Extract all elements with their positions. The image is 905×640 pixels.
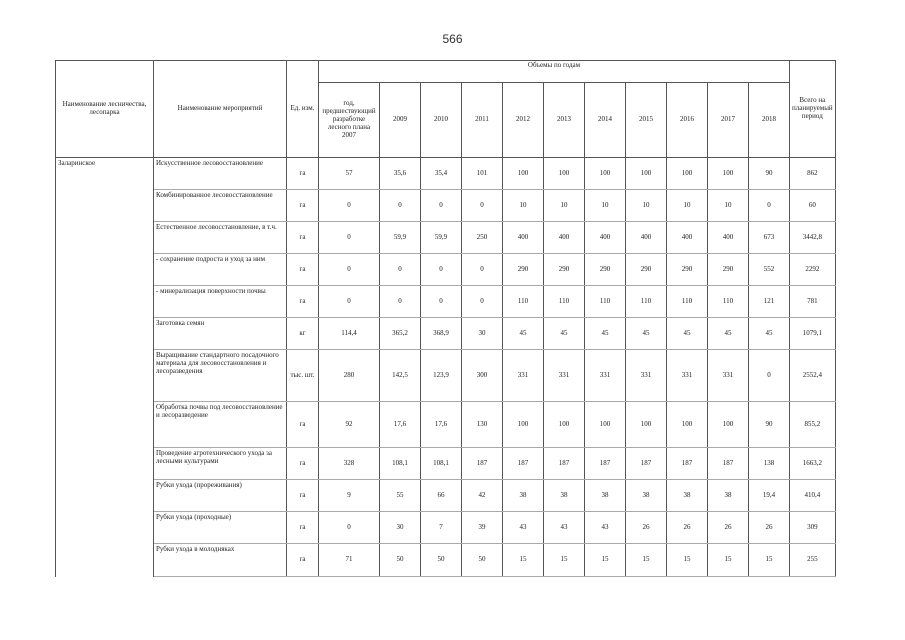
value-cell: 110 <box>626 286 667 318</box>
value-cell: 45 <box>544 318 585 350</box>
value-cell: 110 <box>708 286 749 318</box>
value-cell: 400 <box>667 222 708 254</box>
value-cell: 35,4 <box>421 158 462 190</box>
value-cell: 15 <box>544 544 585 577</box>
value-cell: 114,4 <box>319 318 380 350</box>
value-cell: 0 <box>421 190 462 222</box>
value-cell: 71 <box>319 544 380 577</box>
value-cell: 7 <box>421 512 462 544</box>
value-cell: 45 <box>626 318 667 350</box>
value-cell: 30 <box>380 512 421 544</box>
header-year: 2013 <box>544 83 585 158</box>
value-cell: 0 <box>319 222 380 254</box>
value-cell: 187 <box>462 448 503 480</box>
value-cell: 45 <box>749 318 790 350</box>
header-year: 2011 <box>462 83 503 158</box>
value-cell: 26 <box>749 512 790 544</box>
header-year: 2016 <box>667 83 708 158</box>
value-cell: 110 <box>503 286 544 318</box>
value-cell: 45 <box>667 318 708 350</box>
total-cell: 2292 <box>790 254 836 286</box>
header-forestry: Наименование лесничества, лесопарка <box>56 61 154 158</box>
total-cell: 781 <box>790 286 836 318</box>
value-cell: 100 <box>544 158 585 190</box>
value-cell: 290 <box>544 254 585 286</box>
unit-cell: га <box>287 544 319 577</box>
value-cell: 0 <box>749 190 790 222</box>
value-cell: 19,4 <box>749 480 790 512</box>
activity-name: Выращивание стандартного посадочного материала для лесовосстановления и лесоразведения <box>154 350 287 402</box>
value-cell: 38 <box>585 480 626 512</box>
value-cell: 331 <box>708 350 749 402</box>
total-cell: 862 <box>790 158 836 190</box>
value-cell: 0 <box>462 286 503 318</box>
value-cell: 368,9 <box>421 318 462 350</box>
activity-name: Проведение агротехнического ухода за лесными культурами <box>154 448 287 480</box>
value-cell: 331 <box>585 350 626 402</box>
value-cell: 17,6 <box>380 402 421 448</box>
activity-name: Рубки ухода в молодняках <box>154 544 287 577</box>
value-cell: 0 <box>462 190 503 222</box>
value-cell: 290 <box>626 254 667 286</box>
value-cell: 10 <box>585 190 626 222</box>
value-cell: 108,1 <box>380 448 421 480</box>
total-cell: 410,4 <box>790 480 836 512</box>
table-row <box>56 448 836 480</box>
header-volumes-by-year: Объемы по годам <box>319 61 790 83</box>
value-cell: 50 <box>380 544 421 577</box>
value-cell: 15 <box>749 544 790 577</box>
unit-cell: га <box>287 286 319 318</box>
value-cell: 35,6 <box>380 158 421 190</box>
value-cell: 15 <box>626 544 667 577</box>
value-cell: 100 <box>544 402 585 448</box>
activity-name: - минерализация поверхности почвы <box>154 286 287 318</box>
value-cell: 92 <box>319 402 380 448</box>
value-cell: 187 <box>503 448 544 480</box>
value-cell: 290 <box>585 254 626 286</box>
header-year: 2017 <box>708 83 749 158</box>
table-row <box>56 544 836 577</box>
value-cell: 43 <box>585 512 626 544</box>
total-cell: 309 <box>790 512 836 544</box>
header-year: 2018 <box>749 83 790 158</box>
value-cell: 130 <box>462 402 503 448</box>
header-activity: Наименование мероприятий <box>154 61 287 158</box>
value-cell: 59,9 <box>380 222 421 254</box>
activity-name: Обработка почвы под лесовосстановление и лесоразведение <box>154 402 287 448</box>
value-cell: 0 <box>421 254 462 286</box>
value-cell: 110 <box>585 286 626 318</box>
value-cell: 280 <box>319 350 380 402</box>
value-cell: 250 <box>462 222 503 254</box>
value-cell: 38 <box>626 480 667 512</box>
value-cell: 10 <box>708 190 749 222</box>
value-cell: 100 <box>626 402 667 448</box>
unit-cell: га <box>287 158 319 190</box>
value-cell: 45 <box>708 318 749 350</box>
activity-name: Искусственное лесовосстановление <box>154 158 287 190</box>
value-cell: 10 <box>544 190 585 222</box>
value-cell: 0 <box>319 512 380 544</box>
value-cell: 400 <box>708 222 749 254</box>
value-cell: 400 <box>544 222 585 254</box>
value-cell: 66 <box>421 480 462 512</box>
table-row <box>56 158 836 190</box>
value-cell: 100 <box>503 402 544 448</box>
value-cell: 50 <box>462 544 503 577</box>
value-cell: 400 <box>626 222 667 254</box>
value-cell: 55 <box>380 480 421 512</box>
value-cell: 15 <box>585 544 626 577</box>
value-cell: 187 <box>708 448 749 480</box>
value-cell: 331 <box>503 350 544 402</box>
value-cell: 0 <box>462 254 503 286</box>
value-cell: 42 <box>462 480 503 512</box>
value-cell: 400 <box>503 222 544 254</box>
table-row <box>56 480 836 512</box>
table-row <box>56 254 836 286</box>
value-cell: 100 <box>667 158 708 190</box>
total-cell: 3442,8 <box>790 222 836 254</box>
value-cell: 121 <box>749 286 790 318</box>
value-cell: 0 <box>319 190 380 222</box>
value-cell: 123,9 <box>421 350 462 402</box>
total-cell: 855,2 <box>790 402 836 448</box>
unit-cell: га <box>287 254 319 286</box>
total-cell: 1663,2 <box>790 448 836 480</box>
value-cell: 30 <box>462 318 503 350</box>
value-cell: 26 <box>667 512 708 544</box>
table-row <box>56 402 836 448</box>
table-row <box>56 318 836 350</box>
value-cell: 187 <box>585 448 626 480</box>
value-cell: 39 <box>462 512 503 544</box>
table-row <box>56 190 836 222</box>
activity-name: Рубки ухода (проходные) <box>154 512 287 544</box>
value-cell: 187 <box>626 448 667 480</box>
value-cell: 38 <box>503 480 544 512</box>
value-cell: 100 <box>626 158 667 190</box>
value-cell: 290 <box>503 254 544 286</box>
value-cell: 110 <box>667 286 708 318</box>
value-cell: 100 <box>585 158 626 190</box>
value-cell: 9 <box>319 480 380 512</box>
value-cell: 552 <box>749 254 790 286</box>
header-year: 2010 <box>421 83 462 158</box>
value-cell: 100 <box>708 158 749 190</box>
value-cell: 38 <box>708 480 749 512</box>
table-row <box>56 350 836 402</box>
value-cell: 108,1 <box>421 448 462 480</box>
value-cell: 15 <box>667 544 708 577</box>
value-cell: 0 <box>380 286 421 318</box>
value-cell: 0 <box>380 190 421 222</box>
value-cell: 17,6 <box>421 402 462 448</box>
value-cell: 10 <box>503 190 544 222</box>
value-cell: 43 <box>544 512 585 544</box>
value-cell: 45 <box>585 318 626 350</box>
value-cell: 331 <box>667 350 708 402</box>
forestry-name: Заларинское <box>56 158 154 577</box>
header-year: 2014 <box>585 83 626 158</box>
value-cell: 38 <box>667 480 708 512</box>
value-cell: 100 <box>708 402 749 448</box>
value-cell: 15 <box>708 544 749 577</box>
value-cell: 90 <box>749 158 790 190</box>
value-cell: 45 <box>503 318 544 350</box>
unit-cell: кг <box>287 318 319 350</box>
forest-activities-table <box>55 60 836 577</box>
value-cell: 90 <box>749 402 790 448</box>
value-cell: 365,2 <box>380 318 421 350</box>
header-year: 2012 <box>503 83 544 158</box>
total-cell: 60 <box>790 190 836 222</box>
header-year: 2015 <box>626 83 667 158</box>
value-cell: 187 <box>667 448 708 480</box>
table-row <box>56 286 836 318</box>
unit-cell: га <box>287 402 319 448</box>
value-cell: 59,9 <box>421 222 462 254</box>
value-cell: 10 <box>626 190 667 222</box>
value-cell: 0 <box>319 286 380 318</box>
value-cell: 400 <box>585 222 626 254</box>
activity-name: Естественное лесовосстановление, в т.ч. <box>154 222 287 254</box>
activity-name: Заготовка семян <box>154 318 287 350</box>
value-cell: 331 <box>626 350 667 402</box>
value-cell: 142,5 <box>380 350 421 402</box>
unit-cell: га <box>287 448 319 480</box>
value-cell: 57 <box>319 158 380 190</box>
activity-name: Комбинированное лесовосстановление <box>154 190 287 222</box>
value-cell: 101 <box>462 158 503 190</box>
total-cell: 2552,4 <box>790 350 836 402</box>
value-cell: 187 <box>544 448 585 480</box>
value-cell: 331 <box>544 350 585 402</box>
header-year: 2009 <box>380 83 421 158</box>
value-cell: 0 <box>380 254 421 286</box>
unit-cell: га <box>287 190 319 222</box>
value-cell: 10 <box>667 190 708 222</box>
header-base-year: год, предшествующий разработке лесного плана 2007 <box>319 83 380 158</box>
value-cell: 0 <box>319 254 380 286</box>
value-cell: 38 <box>544 480 585 512</box>
unit-cell: га <box>287 512 319 544</box>
table-row <box>56 222 836 254</box>
activity-name: - сохранение подроста и уход за ним <box>154 254 287 286</box>
unit-cell: га <box>287 480 319 512</box>
page-number: 566 <box>442 32 463 46</box>
value-cell: 15 <box>503 544 544 577</box>
value-cell: 26 <box>708 512 749 544</box>
value-cell: 43 <box>503 512 544 544</box>
value-cell: 26 <box>626 512 667 544</box>
activity-name: Рубки ухода (прореживания) <box>154 480 287 512</box>
total-cell: 255 <box>790 544 836 577</box>
value-cell: 100 <box>667 402 708 448</box>
value-cell: 328 <box>319 448 380 480</box>
value-cell: 110 <box>544 286 585 318</box>
unit-cell: тыс. шт. <box>287 350 319 402</box>
value-cell: 0 <box>749 350 790 402</box>
value-cell: 100 <box>503 158 544 190</box>
value-cell: 100 <box>585 402 626 448</box>
value-cell: 290 <box>708 254 749 286</box>
total-cell: 1079,1 <box>790 318 836 350</box>
value-cell: 0 <box>421 286 462 318</box>
value-cell: 50 <box>421 544 462 577</box>
table-row <box>56 512 836 544</box>
header-total: Всего на планируемый период <box>790 61 836 158</box>
value-cell: 290 <box>667 254 708 286</box>
header-unit: Ед. изм. <box>287 61 319 158</box>
value-cell: 300 <box>462 350 503 402</box>
unit-cell: га <box>287 222 319 254</box>
value-cell: 138 <box>749 448 790 480</box>
value-cell: 673 <box>749 222 790 254</box>
